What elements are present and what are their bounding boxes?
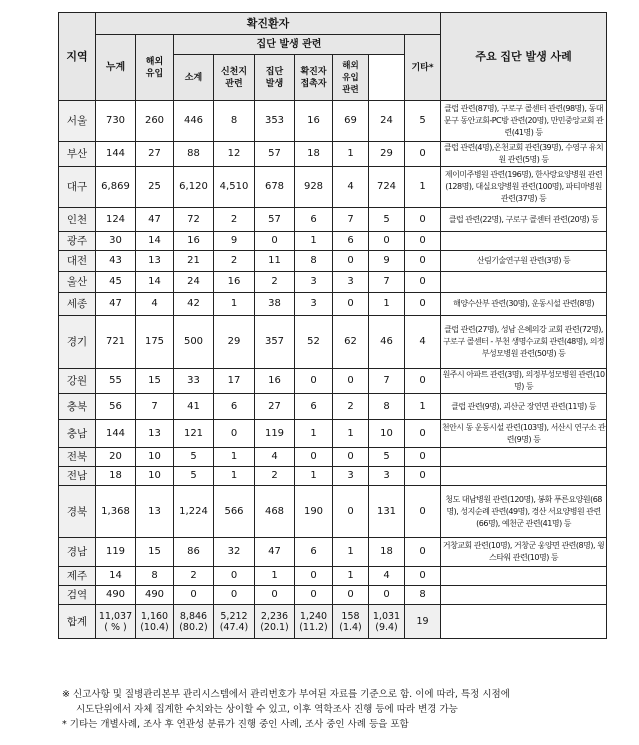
- region-cell: 경북: [59, 486, 96, 538]
- overseas-rel-cell: 69: [333, 101, 369, 142]
- subtotal-cell: 121: [174, 420, 214, 448]
- shincheonji-cell: 0: [214, 586, 255, 605]
- total-cell: 20: [96, 448, 136, 467]
- shincheonji-cell: 2: [214, 208, 255, 232]
- total-value: 1,160: [140, 610, 169, 622]
- other-cell: 5: [369, 448, 405, 467]
- total-overseas-rel-cell: [333, 605, 369, 639]
- new-cell: 0: [405, 142, 441, 167]
- cluster-cell: 0: [255, 232, 295, 251]
- major-cases-cell: [441, 586, 607, 605]
- cluster-cell: 1: [255, 567, 295, 586]
- table-row: [59, 586, 607, 605]
- shincheonji-cell: 29: [214, 316, 255, 369]
- total-percent: (9.4): [375, 621, 398, 633]
- overseas-cell: 4: [136, 293, 174, 316]
- region-cell: 충북: [59, 394, 96, 420]
- contact-cell: 928: [295, 167, 333, 208]
- table-row: [59, 538, 607, 567]
- region-cell: 서울: [59, 101, 96, 142]
- overseas-cell: 260: [136, 101, 174, 142]
- total-total-cell: [96, 605, 136, 639]
- total-percent: (80.2): [179, 621, 208, 633]
- shincheonji-cell: 12: [214, 142, 255, 167]
- region-cell: 검역: [59, 586, 96, 605]
- shincheonji-cell: 8: [214, 101, 255, 142]
- cluster-cell: 678: [255, 167, 295, 208]
- overseas-cell: 13: [136, 420, 174, 448]
- shincheonji-cell: 0: [214, 420, 255, 448]
- total-cell: 45: [96, 272, 136, 293]
- overseas-cell: 14: [136, 232, 174, 251]
- overseas-cell: 27: [136, 142, 174, 167]
- table-body: [59, 101, 607, 639]
- total-percent: (1.4): [339, 621, 362, 633]
- contact-cell: 18: [295, 142, 333, 167]
- table-row: [59, 567, 607, 586]
- contact-cell: 0: [295, 586, 333, 605]
- footnotes: [62, 687, 622, 732]
- major-cases-cell: 천안시 동 운동시설 관련(103명), 서산시 연구소 관련(9명) 등: [441, 420, 607, 448]
- total-percent: (47.4): [219, 621, 249, 633]
- table-row: [59, 467, 607, 486]
- subtotal-cell: 446: [174, 101, 214, 142]
- major-cases-cell: 제이미주병원 관련(196명), 한사랑요양병원 관련(128명), 대실요양병원 관련(100명), 파티마병원 관련(37명) 등: [441, 167, 607, 208]
- region-cell: 충남: [59, 420, 96, 448]
- subtotal-cell: 0: [174, 586, 214, 605]
- new-cell: 0: [405, 420, 441, 448]
- total-label: 합계: [59, 605, 96, 639]
- overseas-rel-cell: 0: [333, 251, 369, 272]
- major-cases-cell: 원주시 아파트 관련(3명), 의정부성모병원 관련(10명) 등: [441, 369, 607, 394]
- other-cell: 1: [369, 293, 405, 316]
- cluster-cell: 2: [255, 467, 295, 486]
- total-percent: ( % ): [104, 621, 127, 633]
- total-subtotal-cell: [174, 605, 214, 639]
- total-cell: 55: [96, 369, 136, 394]
- total-cell: 721: [96, 316, 136, 369]
- overseas-cell: 8: [136, 567, 174, 586]
- overseas-cell: 490: [136, 586, 174, 605]
- table-row: [59, 167, 607, 208]
- region-cell: 울산: [59, 272, 96, 293]
- total-value: 158: [341, 610, 360, 622]
- overseas-rel-cell: 0: [333, 293, 369, 316]
- contact-cell: 1: [295, 420, 333, 448]
- total-cell: 30: [96, 232, 136, 251]
- shincheonji-cell: 4,510: [214, 167, 255, 208]
- overseas-rel-cell: 1: [333, 567, 369, 586]
- overseas-cell: 13: [136, 251, 174, 272]
- major-cases-cell: [441, 467, 607, 486]
- table-row: [59, 369, 607, 394]
- overseas-cell: 14: [136, 272, 174, 293]
- new-cell: 1: [405, 167, 441, 208]
- total-cell: 144: [96, 420, 136, 448]
- table-row: [59, 486, 607, 538]
- cluster-cell: 11: [255, 251, 295, 272]
- total-value: 5,212: [220, 610, 248, 622]
- cluster-cell: 353: [255, 101, 295, 142]
- other-cell: 3: [369, 467, 405, 486]
- overseas-rel-cell: 3: [333, 272, 369, 293]
- header-shincheonji: 신천지 관련: [214, 55, 255, 101]
- table-row: [59, 232, 607, 251]
- cluster-cell: 38: [255, 293, 295, 316]
- shincheonji-cell: 6: [214, 394, 255, 420]
- overseas-cell: 15: [136, 369, 174, 394]
- header-cumulative: 누계: [96, 35, 136, 101]
- total-cell: 43: [96, 251, 136, 272]
- overseas-rel-cell: 62: [333, 316, 369, 369]
- total-shincheonji-cell: [214, 605, 255, 639]
- header-overseas-related: 해외 유입 관련: [333, 55, 369, 101]
- total-value: 1,031: [372, 610, 401, 622]
- contact-cell: 6: [295, 394, 333, 420]
- subtotal-cell: 5: [174, 467, 214, 486]
- overseas-cell: 25: [136, 167, 174, 208]
- total-cell: 6,869: [96, 167, 136, 208]
- confirmed-cases-table: [58, 12, 607, 639]
- subtotal-cell: 72: [174, 208, 214, 232]
- table-row: [59, 448, 607, 467]
- new-cell: 0: [405, 538, 441, 567]
- shincheonji-cell: 1: [214, 467, 255, 486]
- other-cell: 18: [369, 538, 405, 567]
- other-cell: 9: [369, 251, 405, 272]
- total-cell: 144: [96, 142, 136, 167]
- other-cell: 4: [369, 567, 405, 586]
- other-cell: 131: [369, 486, 405, 538]
- table-row: [59, 251, 607, 272]
- region-cell: 대구: [59, 167, 96, 208]
- subtotal-cell: 33: [174, 369, 214, 394]
- major-cases-cell: 클럽 관련(22명), 구로구 콜센터 관련(20명) 등: [441, 208, 607, 232]
- contact-cell: 0: [295, 369, 333, 394]
- overseas-rel-cell: 0: [333, 369, 369, 394]
- subtotal-cell: 21: [174, 251, 214, 272]
- shincheonji-cell: 2: [214, 251, 255, 272]
- header-subtotal: 소계: [174, 55, 214, 101]
- overseas-cell: 7: [136, 394, 174, 420]
- new-cell: 1: [405, 394, 441, 420]
- new-cell: 0: [405, 448, 441, 467]
- subtotal-cell: 6,120: [174, 167, 214, 208]
- contact-cell: 6: [295, 538, 333, 567]
- table-row: [59, 316, 607, 369]
- new-cell: 0: [405, 486, 441, 538]
- overseas-cell: 10: [136, 448, 174, 467]
- shincheonji-cell: 0: [214, 567, 255, 586]
- shincheonji-cell: 32: [214, 538, 255, 567]
- region-cell: 전북: [59, 448, 96, 467]
- major-cases-cell: 산림기술연구원 관련(3명) 등: [441, 251, 607, 272]
- table-row: [59, 272, 607, 293]
- contact-cell: 0: [295, 448, 333, 467]
- total-cell: 18: [96, 467, 136, 486]
- cluster-cell: 16: [255, 369, 295, 394]
- total-cell: 490: [96, 586, 136, 605]
- region-cell: 강원: [59, 369, 96, 394]
- major-cases-cell: 클럽 관련(87명), 구로구 콜센터 관련(98명), 동대문구 동안교회-PC방 관련(20명), 만민중앙교회 관련(41명) 등: [441, 101, 607, 142]
- subtotal-cell: 88: [174, 142, 214, 167]
- region-cell: 경기: [59, 316, 96, 369]
- region-cell: 경남: [59, 538, 96, 567]
- contact-cell: 3: [295, 272, 333, 293]
- total-cell: 14: [96, 567, 136, 586]
- contact-cell: 3: [295, 293, 333, 316]
- header-contact: 확진자 접촉자: [295, 55, 333, 101]
- overseas-rel-cell: 0: [333, 448, 369, 467]
- cluster-cell: 47: [255, 538, 295, 567]
- total-value: 2,236: [260, 610, 289, 622]
- total-cluster-cell: [255, 605, 295, 639]
- header-confirmed: 확진환자: [96, 13, 441, 35]
- overseas-rel-cell: 6: [333, 232, 369, 251]
- header-overseas: 해외 유입: [136, 35, 174, 101]
- overseas-rel-cell: 2: [333, 394, 369, 420]
- subtotal-cell: 500: [174, 316, 214, 369]
- major-cases-cell: 청도 대남병원 관련(120명), 봉화 푸른요양원(68명), 성지순례 관련(49명), 경산 서요양병원 관련(66명), 예천군 관련(41명) 등: [441, 486, 607, 538]
- table-row: [59, 293, 607, 316]
- new-cell: 0: [405, 251, 441, 272]
- table-row: [59, 142, 607, 167]
- cluster-cell: 57: [255, 208, 295, 232]
- overseas-cell: 15: [136, 538, 174, 567]
- new-cell: 0: [405, 232, 441, 251]
- overseas-rel-cell: 1: [333, 142, 369, 167]
- new-cell: 0: [405, 293, 441, 316]
- region-cell: 세종: [59, 293, 96, 316]
- other-cell: 5: [369, 208, 405, 232]
- subtotal-cell: 2: [174, 567, 214, 586]
- overseas-cell: 175: [136, 316, 174, 369]
- overseas-rel-cell: 4: [333, 167, 369, 208]
- cluster-cell: 4: [255, 448, 295, 467]
- region-cell: 대전: [59, 251, 96, 272]
- subtotal-cell: 86: [174, 538, 214, 567]
- region-cell: 제주: [59, 567, 96, 586]
- total-new-cell: 19: [405, 605, 441, 639]
- footnote-2: 시도단위에서 자체 집계한 수치와는 상이할 수 있고, 이후 역학조사 진행 등에 따라 변경 가능: [76, 704, 458, 715]
- contact-cell: 6: [295, 208, 333, 232]
- major-cases-cell: 클럽 관련(27명), 성남 은혜의강 교회 관련(72명), 구로구 콜센터 - 부천 생명수교회 관련(48명), 의정부성모병원 관련(50명) 등: [441, 316, 607, 369]
- header-major-cases: 주요 집단 발생 사례: [441, 13, 607, 101]
- contact-cell: 52: [295, 316, 333, 369]
- total-value: 1,240: [299, 610, 328, 622]
- cluster-cell: 357: [255, 316, 295, 369]
- header-cluster: 집단 발생 관련: [174, 35, 405, 55]
- region-cell: 전남: [59, 467, 96, 486]
- overseas-cell: 47: [136, 208, 174, 232]
- contact-cell: 1: [295, 467, 333, 486]
- new-cell: 0: [405, 208, 441, 232]
- major-cases-cell: 클럽 관련(9명), 괴산군 장연면 관련(11명) 등: [441, 394, 607, 420]
- other-cell: 0: [369, 232, 405, 251]
- total-other-cell: [369, 605, 405, 639]
- total-cases-cell: [441, 605, 607, 639]
- subtotal-cell: 16: [174, 232, 214, 251]
- new-cell: 8: [405, 586, 441, 605]
- new-cell: 0: [405, 467, 441, 486]
- other-cell: 29: [369, 142, 405, 167]
- other-cell: 7: [369, 272, 405, 293]
- subtotal-cell: 24: [174, 272, 214, 293]
- new-cell: 0: [405, 369, 441, 394]
- header-cluster-outbreak: 집단 발생: [255, 55, 295, 101]
- subtotal-cell: 42: [174, 293, 214, 316]
- table-row: [59, 394, 607, 420]
- contact-cell: 1: [295, 232, 333, 251]
- new-cell: 5: [405, 101, 441, 142]
- cluster-cell: 0: [255, 586, 295, 605]
- region-cell: 부산: [59, 142, 96, 167]
- overseas-rel-cell: 1: [333, 420, 369, 448]
- other-cell: 8: [369, 394, 405, 420]
- contact-cell: 190: [295, 486, 333, 538]
- major-cases-cell: [441, 272, 607, 293]
- major-cases-cell: 거창교회 관련(10명), 거창군 웅양면 관련(8명), 윙스타워 관련(10명) 등: [441, 538, 607, 567]
- total-overseas-cell: [136, 605, 174, 639]
- other-cell: 10: [369, 420, 405, 448]
- total-cell: 119: [96, 538, 136, 567]
- total-contact-cell: [295, 605, 333, 639]
- major-cases-cell: [441, 448, 607, 467]
- cluster-cell: 468: [255, 486, 295, 538]
- other-cell: 0: [369, 586, 405, 605]
- region-cell: 광주: [59, 232, 96, 251]
- subtotal-cell: 5: [174, 448, 214, 467]
- new-cell: 0: [405, 272, 441, 293]
- new-cell: 4: [405, 316, 441, 369]
- table-row: [59, 208, 607, 232]
- table-row: [59, 420, 607, 448]
- overseas-rel-cell: 0: [333, 586, 369, 605]
- region-cell: 인천: [59, 208, 96, 232]
- total-cell: 47: [96, 293, 136, 316]
- contact-cell: 0: [295, 567, 333, 586]
- shincheonji-cell: 17: [214, 369, 255, 394]
- overseas-rel-cell: 1: [333, 538, 369, 567]
- other-cell: 24: [369, 101, 405, 142]
- total-row: [59, 605, 607, 639]
- total-percent: (20.1): [260, 621, 289, 633]
- total-cell: 730: [96, 101, 136, 142]
- cluster-cell: 27: [255, 394, 295, 420]
- overseas-cell: 13: [136, 486, 174, 538]
- total-percent: (10.4): [140, 621, 169, 633]
- other-cell: 46: [369, 316, 405, 369]
- total-value: 8,846: [179, 610, 208, 622]
- footnote-1: ※ 신고사항 및 질병관리본부 관리시스템에서 관리번호가 부여된 자료를 기준으로 함. 이에 따라, 특정 시점에: [62, 689, 510, 700]
- contact-cell: 8: [295, 251, 333, 272]
- table-row: [59, 101, 607, 142]
- total-value: 11,037: [98, 610, 133, 622]
- major-cases-cell: 해양수산부 관련(30명), 운동시설 관련(8명): [441, 293, 607, 316]
- subtotal-cell: 1,224: [174, 486, 214, 538]
- total-percent: (11.2): [299, 621, 328, 633]
- cluster-cell: 119: [255, 420, 295, 448]
- total-cell: 1,368: [96, 486, 136, 538]
- shincheonji-cell: 566: [214, 486, 255, 538]
- subtotal-cell: 41: [174, 394, 214, 420]
- major-cases-cell: [441, 232, 607, 251]
- overseas-rel-cell: 3: [333, 467, 369, 486]
- cluster-cell: 57: [255, 142, 295, 167]
- shincheonji-cell: 16: [214, 272, 255, 293]
- header-other: 기타*: [405, 35, 441, 101]
- header-region: 지역: [59, 13, 96, 101]
- footnote-3: * 기타는 개별사례, 조사 후 연관성 분류가 진행 중인 사례, 조사 중인 사례 등을 포함: [62, 719, 409, 730]
- major-cases-cell: [441, 567, 607, 586]
- total-cell: 124: [96, 208, 136, 232]
- total-cell: 56: [96, 394, 136, 420]
- new-cell: 0: [405, 567, 441, 586]
- other-cell: 7: [369, 369, 405, 394]
- shincheonji-cell: 1: [214, 448, 255, 467]
- shincheonji-cell: 1: [214, 293, 255, 316]
- overseas-rel-cell: 7: [333, 208, 369, 232]
- shincheonji-cell: 9: [214, 232, 255, 251]
- overseas-cell: 10: [136, 467, 174, 486]
- cluster-cell: 2: [255, 272, 295, 293]
- other-cell: 724: [369, 167, 405, 208]
- contact-cell: 16: [295, 101, 333, 142]
- major-cases-cell: 클럽 관련(4명),온천교회 관련(39명), 수영구 유치원 관련(5명) 등: [441, 142, 607, 167]
- overseas-rel-cell: 0: [333, 486, 369, 538]
